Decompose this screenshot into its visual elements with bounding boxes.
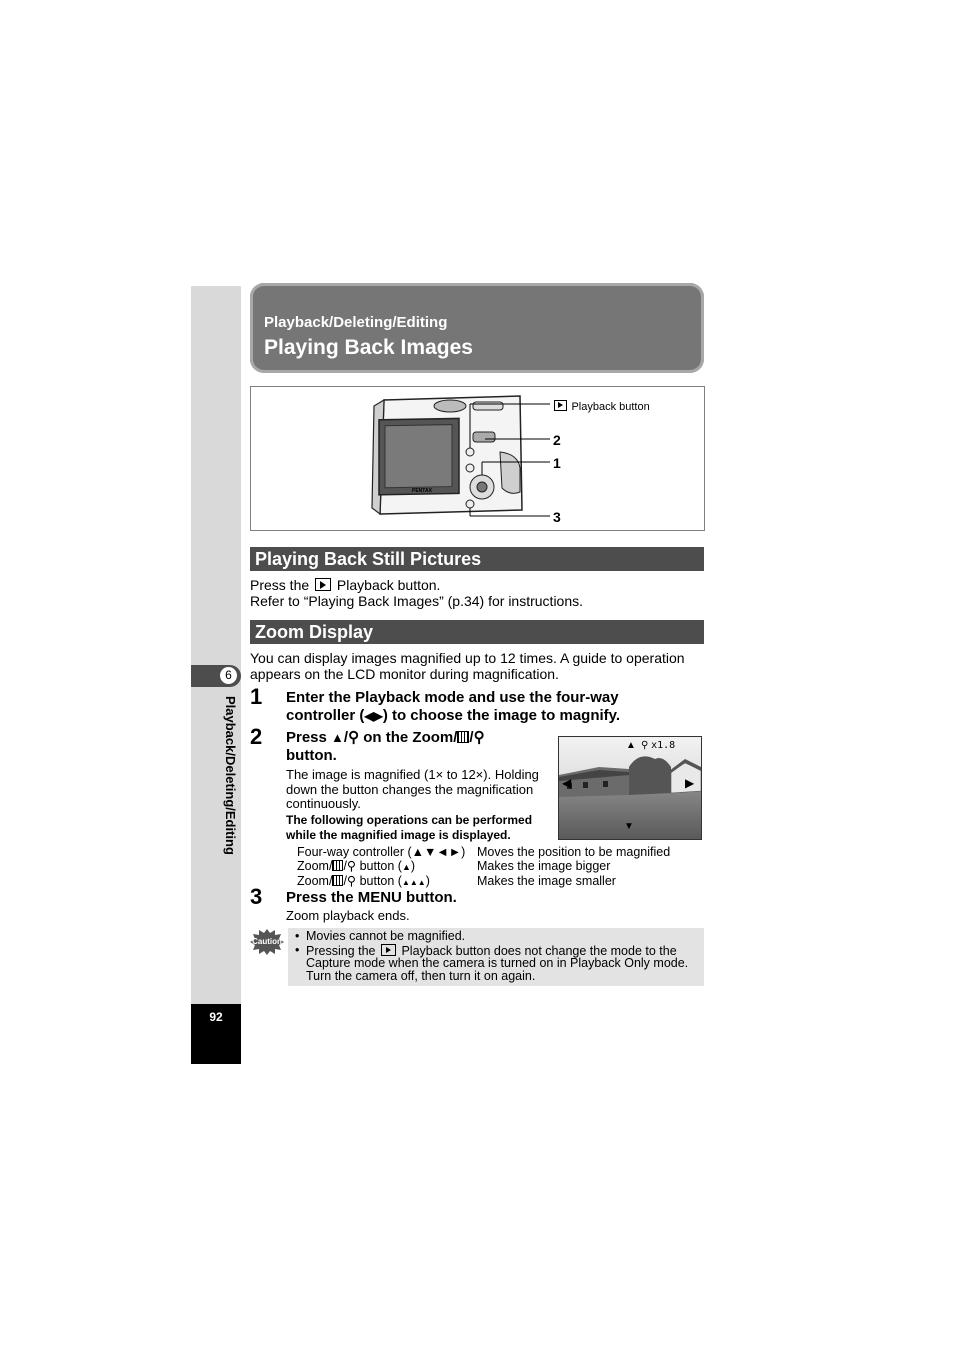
section-heading-still-text: Playing Back Still Pictures <box>255 549 482 569</box>
op-row-1-control: Four-way controller (▲▼◄►) <box>297 845 466 859</box>
op-row-3-control: Zoom/ /⚲ button (▲▲▲) <box>297 874 430 888</box>
lcd-up-arrow-icon: ▲ <box>626 740 636 751</box>
caution-item-2-cont-2: Turn the camera off, then turn it on again. <box>306 969 536 983</box>
tele-icon: ▲ <box>331 730 344 745</box>
step-2-note-2: while the magnified image is displayed. <box>286 828 511 842</box>
left-right-arrows-icon: ◀▶ <box>364 709 383 723</box>
step-3-desc: Zoom playback ends. <box>286 908 410 923</box>
step-3-number: 3 <box>250 884 263 909</box>
lcd-zoom-indicator <box>641 740 675 751</box>
op-row-1-action: Moves the position to be magnified <box>477 845 671 859</box>
op-row-3-action: Makes the image smaller <box>477 874 616 888</box>
step-2-desc-2: down the button changes the magnification <box>286 782 534 797</box>
zoom-intro-2: appears on the LCD monitor during magnification. <box>250 666 559 682</box>
thumbnail-icon <box>332 860 343 871</box>
playback-icon <box>381 944 396 956</box>
step-2-on-the: on the Zoom/ <box>363 729 458 746</box>
chapter-label: Playback/Deleting/Editing <box>223 696 238 855</box>
magnify-icon: ⚲ <box>641 740 649 751</box>
step-3-title: Press the MENU button. <box>286 889 457 906</box>
section-heading-zoom <box>250 620 704 644</box>
magnify-icon: ⚲ <box>346 874 357 888</box>
step-1-number: 1 <box>250 684 263 709</box>
op-row-3-pre: Zoom/ <box>297 874 333 888</box>
op-row-2-control: Zoom/ /⚲ button (▲) <box>297 859 416 873</box>
op-row-3-post: button ( <box>359 874 402 888</box>
magnify-icon: ⚲ <box>348 729 360 746</box>
lcd-left-arrow-icon: ◀ <box>562 776 572 790</box>
step-1-line-2 <box>286 707 620 725</box>
caution-item-1: • Movies cannot be magnified. <box>295 929 466 943</box>
page-title: Playing Back Images <box>264 336 473 359</box>
step-2-line-1: Press ▲/⚲ on the Zoom/ /⚲ <box>286 729 485 746</box>
playback-callout <box>554 397 650 415</box>
step-1-line-2-post: ) to choose the image to magnify. <box>382 707 621 724</box>
lcd-zoom-value: x1.8 <box>651 740 676 751</box>
thumbnail-icon <box>457 731 469 743</box>
step-1-line-1: Enter the Playback mode and use the four-way <box>286 689 619 706</box>
op-row-2-pre: Zoom/ <box>297 859 333 873</box>
caution-item-2-post: Playback button does not change the mode to the <box>401 944 677 958</box>
magnify-icon: ⚲ <box>346 859 357 873</box>
still-line-1-pre: Press the <box>250 577 310 593</box>
caution-badge-label: Caution <box>252 937 282 946</box>
step-2-number: 2 <box>250 724 263 749</box>
step-2-desc-3: continuously. <box>286 796 361 811</box>
still-line-1 <box>250 577 440 593</box>
chapter-number: 6 <box>220 667 237 684</box>
op-row-2-action: Makes the image bigger <box>477 859 611 873</box>
magnify-icon: ⚲ <box>473 729 485 746</box>
lcd-right-arrow-icon: ▶ <box>685 776 695 790</box>
step-2-desc-1: The image is magnified (1× to 12×). Holding <box>286 767 539 782</box>
caution-item-1-text: Movies cannot be magnified. <box>306 929 466 943</box>
page-number: 92 <box>209 1010 223 1024</box>
op-row-3-end: ) <box>425 874 430 888</box>
playback-icon <box>315 578 331 591</box>
op-row-2-post: button ( <box>359 859 402 873</box>
playback-callout-label: Playback button <box>571 401 650 413</box>
step-2-note-1: The following operations can be performed <box>286 813 533 827</box>
playback-icon <box>554 400 567 411</box>
caution-item-2: • Pressing the Playback button does not change the mode to the <box>295 943 677 958</box>
step-2-press: Press <box>286 729 327 746</box>
step-1-line-2-pre: controller ( <box>286 707 365 724</box>
still-line-1-post: Playback button. <box>336 577 441 593</box>
step-2-line-2: button. <box>286 747 337 764</box>
wide-icon: ▲▲▲ <box>401 878 426 887</box>
tele-icon: ▲ <box>401 862 411 872</box>
lcd-down-arrow-icon: ▼ <box>624 821 634 832</box>
section-heading-still <box>250 547 704 571</box>
callout-2: 2 <box>553 432 561 448</box>
caution-item-2-pre: Pressing the <box>306 944 376 958</box>
callout-1: 1 <box>553 455 561 471</box>
still-line-2: Refer to “Playing Back Images” (p.34) for instructions. <box>250 593 584 609</box>
section-label: Playback/Deleting/Editing <box>264 314 448 331</box>
op-row-2-end: ) <box>410 859 416 873</box>
zoom-intro-1: You can display images magnified up to 12 times. A guide to operation <box>250 650 685 666</box>
section-heading-zoom-text: Zoom Display <box>255 622 374 642</box>
thumbnail-icon <box>332 875 343 886</box>
camera-back-illustration <box>370 392 560 522</box>
camera-brand: PENTAX <box>412 488 432 494</box>
caution-item-2-cont-1: Capture mode when the camera is turned on in Playback Only mode. <box>306 956 689 970</box>
callout-3: 3 <box>553 509 561 525</box>
sidebar-strip <box>191 286 241 1004</box>
